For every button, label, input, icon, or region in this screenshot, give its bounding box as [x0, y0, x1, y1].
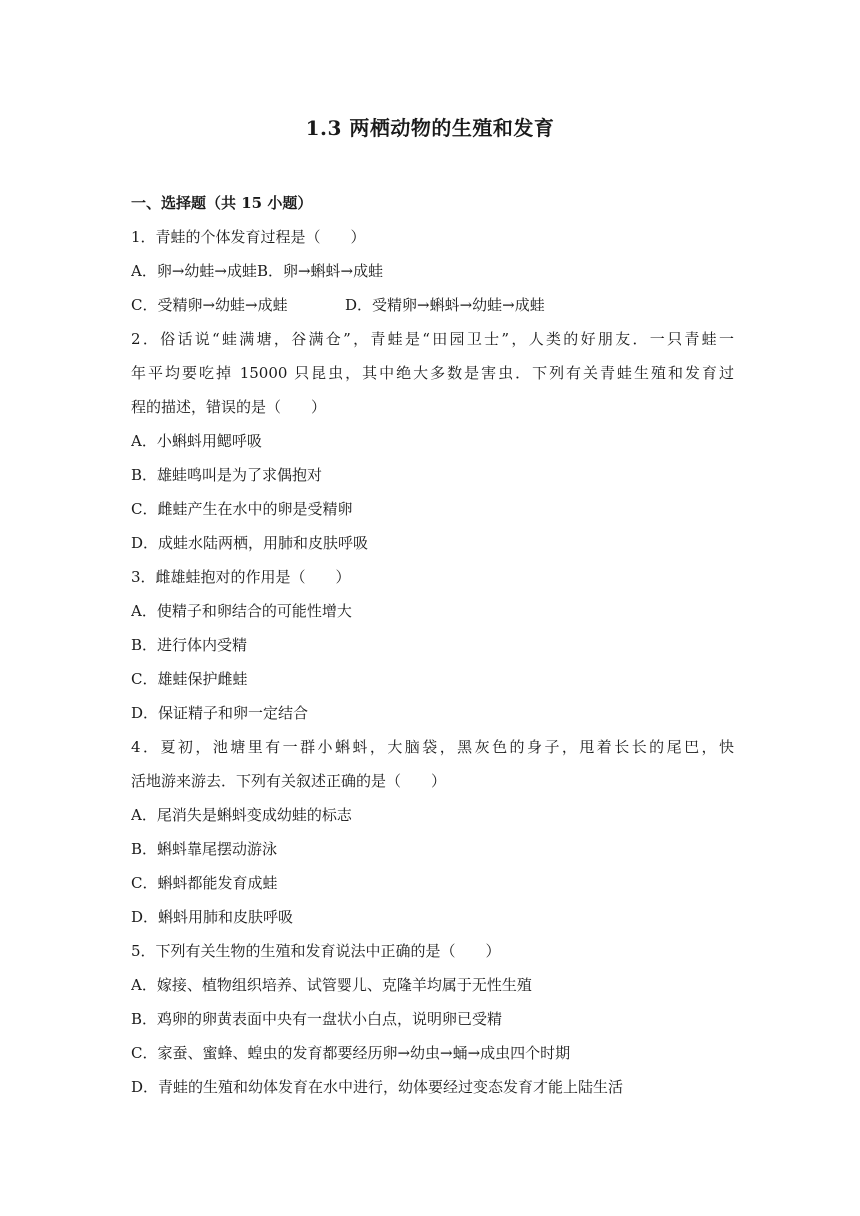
question-content	[131, 186, 734, 1104]
question-2-option-b: B．雄蛙鸣叫是为了求偶抱对	[131, 466, 323, 484]
question-2-stem-line-3: 程的描述，错误的是（ ）	[131, 398, 327, 416]
question-3-stem: 3．雌雄蛙抱对的作用是（ ）	[131, 568, 351, 586]
question-2-stem-line-2: 年平均要吃掉 15000 只昆虫，其中绝大多数是害虫．下列有关青蛙生殖和发育过	[131, 364, 734, 382]
question-4-stem-line-1: 4．夏初，池塘里有一群小蝌蚪，大脑袋，黑灰色的身子，甩着长长的尾巴，快	[131, 738, 734, 756]
question-2-option-c: C．雌蛙产生在水中的卵是受精卵	[131, 500, 353, 518]
question-2-option-a: A．小蝌蚪用鳃呼吸	[131, 432, 262, 450]
question-5-option-b: B．鸡卵的卵黄表面中央有一盘状小白点，说明卵已受精	[131, 1010, 503, 1028]
section-heading: 一、选择题（共 15 小题）	[131, 194, 313, 212]
page-title: 1.3 两栖动物的生殖和发育	[305, 116, 555, 140]
question-3-option-b: B．进行体内受精	[131, 636, 248, 654]
question-2-stem-line-1: 2．俗话说“蛙满塘，谷满仓”，青蛙是“田园卫士”，人类的好朋友．一只青蛙一	[131, 330, 734, 348]
question-3-option-d: D．保证精子和卵一定结合	[131, 704, 309, 722]
question-1-stem: 1．青蛙的个体发育过程是（ ）	[131, 228, 366, 246]
question-5-option-a: A．嫁接、植物组织培养、试管婴儿、克隆羊均属于无性生殖	[131, 976, 532, 994]
question-4-option-d: D．蝌蚪用肺和皮肤呼吸	[131, 908, 294, 926]
question-5-option-c: C．家蚕、蜜蜂、蝗虫的发育都要经历卵→幼虫→蛹→成虫四个时期	[131, 1044, 571, 1062]
question-5-option-d: D．青蛙的生殖和幼体发育在水中进行，幼体要经过变态发育才能上陆生活	[131, 1078, 624, 1096]
question-4-stem-line-2: 活地游来游去．下列有关叙述正确的是（ ）	[131, 772, 447, 790]
question-4-option-a: A．尾消失是蝌蚪变成幼蛙的标志	[131, 806, 352, 824]
question-3-option-a: A．使精子和卵结合的可能性增大	[131, 602, 352, 620]
question-1-options-cd	[131, 288, 734, 322]
question-2-option-d: D．成蛙水陆两栖，用肺和皮肤呼吸	[131, 534, 369, 552]
question-3-option-c: C．雄蛙保护雌蛙	[131, 670, 248, 688]
question-1-option-d: D．受精卵→蝌蚪→幼蛙→成蛙	[345, 296, 545, 314]
question-4-option-c: C．蝌蚪都能发育成蛙	[131, 874, 278, 892]
question-1-options-ab: A．卵→幼蛙→成蛙B．卵→蝌蚪→成蛙	[131, 262, 384, 280]
question-1-option-c: C．受精卵→幼蛙→成蛙	[131, 296, 288, 314]
question-5-stem: 5．下列有关生物的生殖和发育说法中正确的是（ ）	[131, 942, 501, 960]
question-4-option-b: B．蝌蚪靠尾摆动游泳	[131, 840, 278, 858]
